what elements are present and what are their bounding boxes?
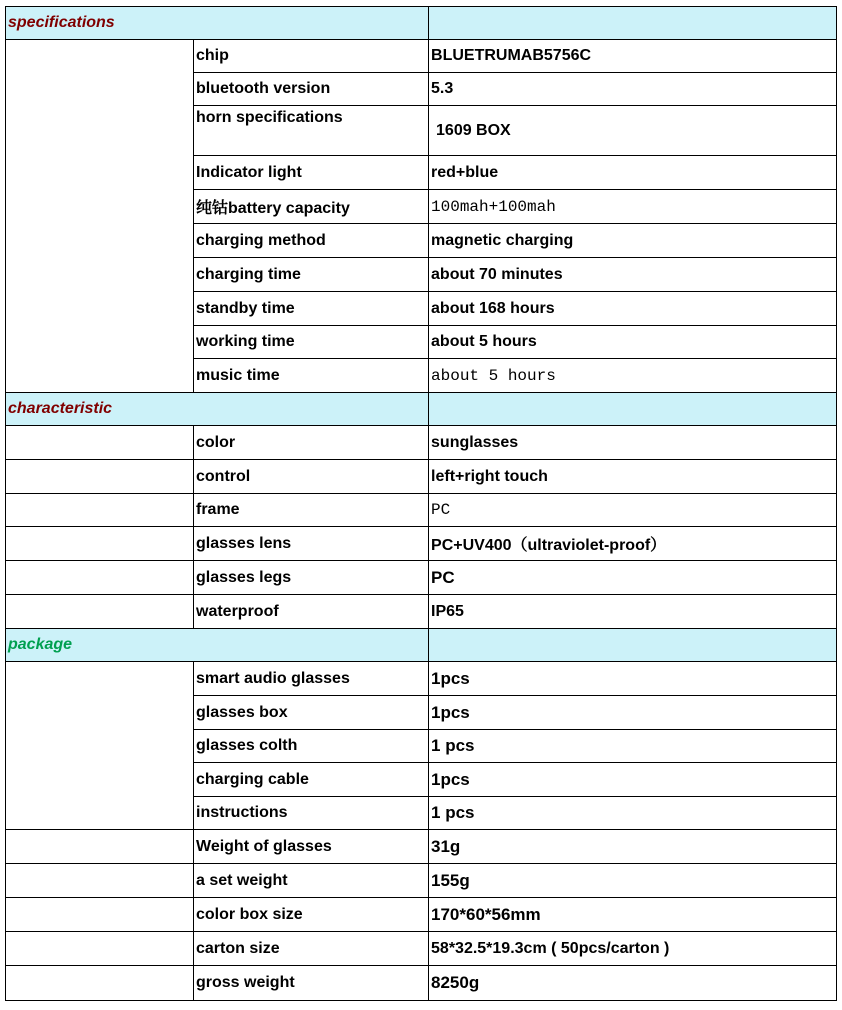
table-row xyxy=(6,966,837,1001)
table-row xyxy=(6,864,837,898)
section-header-package xyxy=(6,629,837,662)
row-value: PC xyxy=(429,561,837,595)
row-label: glasses lens xyxy=(194,527,429,561)
section-header-specifications xyxy=(6,7,837,40)
section-title: specifications xyxy=(6,7,429,40)
row-value: 58*32.5*19.3cm ( 50pcs/carton ) xyxy=(429,932,837,966)
group-blank-cell xyxy=(6,864,194,898)
table-row xyxy=(6,527,837,561)
section-header-empty xyxy=(429,629,837,662)
row-value: IP65 xyxy=(429,595,837,629)
row-value: 1 pcs xyxy=(429,730,837,763)
row-value: 5.3 xyxy=(429,73,837,106)
row-value: magnetic charging xyxy=(429,224,837,258)
row-label: chip xyxy=(194,40,429,73)
row-value: PC+UV400（ultraviolet-proof） xyxy=(429,527,837,561)
table-row xyxy=(6,662,837,696)
row-label: standby time xyxy=(194,292,429,326)
table-row xyxy=(6,494,837,527)
group-blank-cell xyxy=(6,426,194,460)
row-label: music time xyxy=(194,359,429,393)
row-label: a set weight xyxy=(194,864,429,898)
row-value: about 5 hours xyxy=(429,326,837,359)
row-value: about 168 hours xyxy=(429,292,837,326)
row-label: Indicator light xyxy=(194,156,429,190)
row-label: control xyxy=(194,460,429,494)
group-blank-cell xyxy=(6,40,194,393)
table-row xyxy=(6,426,837,460)
row-value: sunglasses xyxy=(429,426,837,460)
group-blank-cell xyxy=(6,460,194,494)
row-label: color xyxy=(194,426,429,460)
row-label: carton size xyxy=(194,932,429,966)
row-label: color box size xyxy=(194,898,429,932)
row-label: glasses box xyxy=(194,696,429,730)
group-blank-cell xyxy=(6,494,194,527)
row-label: charging time xyxy=(194,258,429,292)
group-blank-cell xyxy=(6,830,194,864)
table-row xyxy=(6,40,837,73)
row-label: charging cable xyxy=(194,763,429,797)
table-row xyxy=(6,595,837,629)
section-header-empty xyxy=(429,393,837,426)
section-header-characteristic xyxy=(6,393,837,426)
row-label: smart audio glasses xyxy=(194,662,429,696)
row-label: charging method xyxy=(194,224,429,258)
row-value: 8250g xyxy=(429,966,837,1001)
row-value: 100mah+100mah xyxy=(429,190,837,224)
row-value: about 5 hours xyxy=(429,359,837,393)
spec-table xyxy=(5,6,837,1001)
row-label: 纯钴battery capacity xyxy=(194,190,429,224)
row-value: BLUETRUMAB5756C xyxy=(429,40,837,73)
row-value: 155g xyxy=(429,864,837,898)
row-value: 1609 BOX xyxy=(429,106,837,156)
row-label: instructions xyxy=(194,797,429,830)
row-value: left+right touch xyxy=(429,460,837,494)
row-value: 170*60*56mm xyxy=(429,898,837,932)
row-value: 31g xyxy=(429,830,837,864)
table-row xyxy=(6,561,837,595)
row-value: about 70 minutes xyxy=(429,258,837,292)
row-value: red+blue xyxy=(429,156,837,190)
row-label: Weight of glasses xyxy=(194,830,429,864)
row-value: 1pcs xyxy=(429,763,837,797)
section-header-empty xyxy=(429,7,837,40)
group-blank-cell xyxy=(6,898,194,932)
group-blank-cell xyxy=(6,595,194,629)
row-label: glasses colth xyxy=(194,730,429,763)
group-blank-cell xyxy=(6,966,194,1001)
group-blank-cell xyxy=(6,662,194,830)
group-blank-cell xyxy=(6,561,194,595)
table-row xyxy=(6,898,837,932)
table-row xyxy=(6,932,837,966)
row-label: bluetooth version xyxy=(194,73,429,106)
group-blank-cell xyxy=(6,932,194,966)
row-value: PC xyxy=(429,494,837,527)
row-label: glasses legs xyxy=(194,561,429,595)
table-row xyxy=(6,830,837,864)
row-label: waterproof xyxy=(194,595,429,629)
row-value: 1pcs xyxy=(429,696,837,730)
section-title: package xyxy=(6,629,429,662)
section-title: characteristic xyxy=(6,393,429,426)
row-value: 1pcs xyxy=(429,662,837,696)
row-label: gross weight xyxy=(194,966,429,1001)
group-blank-cell xyxy=(6,527,194,561)
row-label: working time xyxy=(194,326,429,359)
row-label: horn specifications xyxy=(194,106,429,156)
table-row xyxy=(6,460,837,494)
row-label: frame xyxy=(194,494,429,527)
row-value: 1 pcs xyxy=(429,797,837,830)
